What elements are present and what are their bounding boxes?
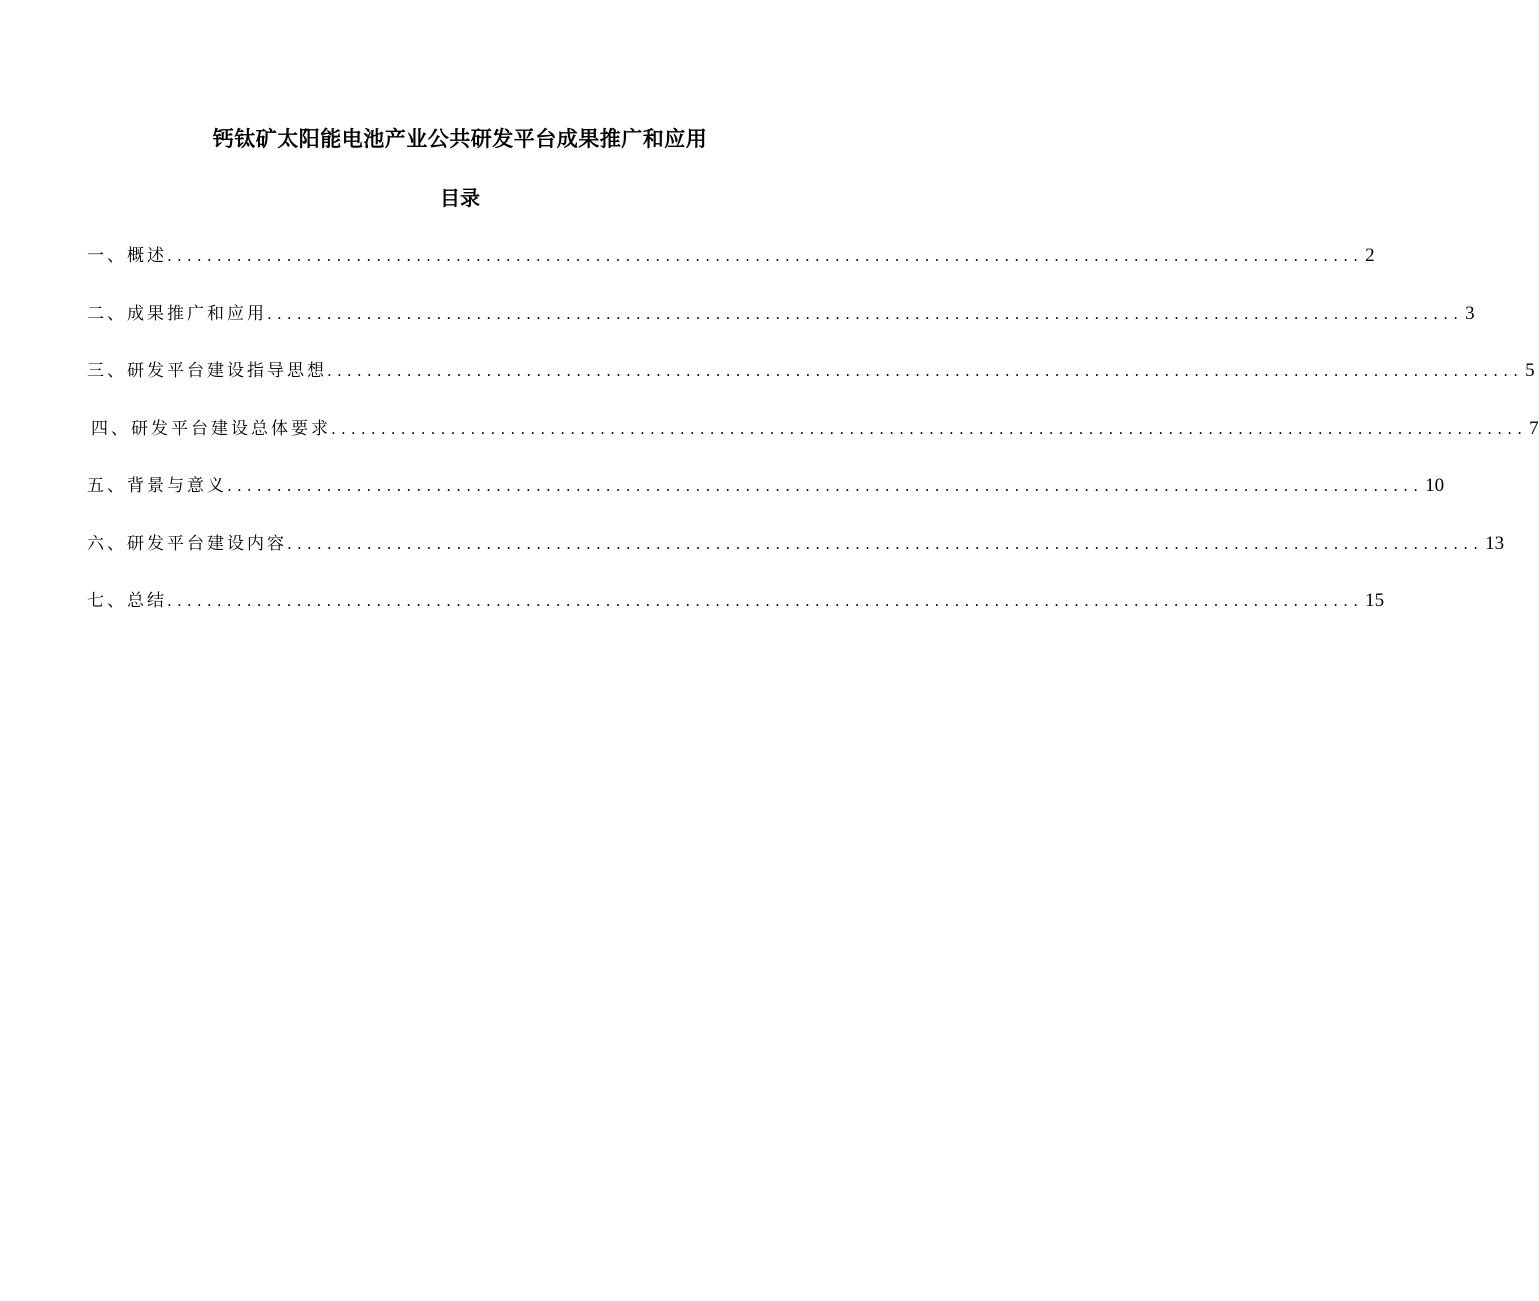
toc-entry[interactable]: [87, 529, 1505, 587]
document-title: 钙钛矿太阳能电池产业公共研发平台成果推广和应用: [212, 127, 708, 151]
toc-entry-page: 2: [1365, 245, 1375, 266]
toc-entry[interactable]: [87, 414, 1539, 472]
toc-entry-page: 7: [1529, 417, 1539, 439]
toc-dot-leader: ........................................................................................................................: [287, 534, 1484, 553]
toc-dot-leader: ........................................................................................................................: [167, 247, 1364, 265]
toc-entry[interactable]: [87, 299, 1475, 357]
toc-dot-leader: ........................................................................................................................: [327, 362, 1524, 380]
toc-entry-label: 七、总结: [87, 591, 167, 611]
table-of-contents: [87, 241, 1539, 644]
toc-entry-label: 二、成果推广和应用: [87, 303, 267, 324]
toc-entry-page: 5: [1525, 360, 1535, 381]
toc-entry-label: 五、背景与意义: [87, 476, 227, 496]
toc-entry-page: 13: [1485, 532, 1505, 554]
toc-entry-label: 四、研发平台建设总体要求: [91, 418, 331, 439]
toc-entry[interactable]: [87, 241, 1375, 299]
toc-entry-label: 六、研发平台建设内容: [87, 533, 287, 554]
toc-heading: 目录: [440, 186, 480, 210]
toc-entry-page: 3: [1465, 302, 1475, 324]
toc-dot-leader: ........................................................................................................................: [267, 304, 1464, 323]
toc-entry-label: 一、概述: [87, 246, 167, 266]
toc-dot-leader: ........................................................................................................................: [331, 419, 1528, 438]
toc-entry[interactable]: [87, 586, 1385, 644]
toc-entry[interactable]: [87, 471, 1445, 529]
toc-entry-label: 三、研发平台建设指导思想: [87, 361, 327, 381]
toc-entry-page: 10: [1425, 475, 1445, 496]
toc-dot-leader: ........................................................................................................................: [167, 592, 1364, 610]
toc-dot-leader: ........................................................................................................................: [227, 477, 1424, 495]
toc-entry-page: 15: [1365, 590, 1385, 611]
toc-entry[interactable]: [87, 356, 1535, 414]
